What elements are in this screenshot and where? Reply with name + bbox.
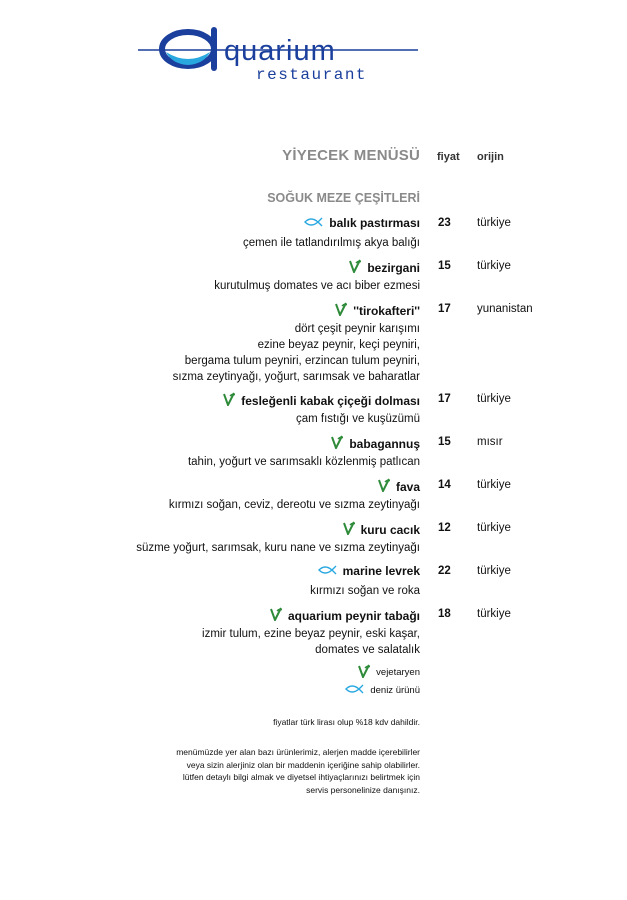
- allergen-line: lütfen detaylı bilgi almak ve diyetsel ihtiyaçlarınızı belirtmek için: [182, 772, 420, 782]
- item-name: [378, 478, 420, 495]
- item-origin: yunanistan: [477, 303, 533, 315]
- origin-column-header: orijin: [477, 151, 504, 163]
- item-name-label: bezirgani: [367, 260, 420, 275]
- vegetarian-icon: [335, 302, 347, 319]
- section-title: SOĞUK MEZE ÇEŞİTLERİ: [267, 191, 420, 205]
- item-description: [169, 497, 420, 513]
- item-description-line: sızma zeytinyağı, yoğurt, sarımsak ve baharatlar: [172, 371, 420, 383]
- item-description: [296, 411, 420, 427]
- item-description: [188, 454, 420, 470]
- allergen-note: [176, 746, 420, 796]
- item-description-line: kurutulmuş domates ve acı biber ezmesi: [214, 280, 420, 292]
- vegetarian-icon: [223, 392, 235, 409]
- item-name: [331, 435, 420, 452]
- item-description: [136, 540, 420, 556]
- item-name-label: ''tirokafteri'': [353, 303, 420, 318]
- item-price: 14: [438, 479, 451, 491]
- allergen-line: servis personelinize danışınız.: [306, 784, 420, 795]
- item-name-label: babagannuş: [349, 436, 420, 451]
- item-origin: türkiye: [477, 565, 511, 577]
- allergen-line: menümüzde yer alan bazı ürünlerimiz, alerjen madde içerebilirler: [176, 747, 420, 757]
- logo-subtitle: restaurant: [256, 66, 368, 84]
- fish-icon: [303, 216, 323, 230]
- allergen-line: veya sizin alerjiniz olan bir maddenin içeriğine sahip olabilirler.: [186, 759, 420, 770]
- item-description-line: kırmızı soğan, ceviz, dereotu ve sızma zeytinyağı: [168, 499, 420, 511]
- item-description-line: izmir tulum, ezine beyaz peynir, eski kaşar,: [202, 628, 420, 640]
- item-description: [173, 321, 420, 385]
- item-price: 18: [438, 608, 451, 620]
- item-description-line: çam fıstığı ve kuşüzümü: [296, 413, 420, 425]
- item-price: 17: [438, 393, 451, 405]
- item-origin: türkiye: [477, 393, 511, 405]
- item-name: [343, 521, 420, 538]
- item-description: [243, 235, 420, 251]
- item-name-label: fava: [395, 479, 420, 494]
- item-name-label: balık pastırması: [329, 216, 420, 230]
- vegetarian-icon: [378, 478, 390, 495]
- item-origin: türkiye: [477, 479, 511, 491]
- item-price: 15: [438, 436, 451, 448]
- item-price: 15: [438, 260, 451, 272]
- item-name: [303, 216, 420, 230]
- item-description-line: kırmızı soğan ve roka: [310, 585, 420, 597]
- aquarium-logo: [138, 22, 418, 84]
- item-description: [310, 583, 420, 599]
- item-description-line: çemen ile tatlandırılmış akya balığı: [242, 237, 420, 249]
- item-price: 22: [438, 565, 451, 577]
- item-origin: türkiye: [477, 608, 511, 620]
- vegetarian-icon: [343, 521, 355, 538]
- item-name-label: marine levrek: [342, 564, 420, 578]
- item-name: [270, 607, 420, 624]
- price-note: fiyatlar türk lirası olup %18 kdv dahildir.: [273, 717, 420, 727]
- item-name: [223, 392, 420, 409]
- menu-title: YİYECEK MENÜSÜ: [282, 147, 420, 164]
- item-price: 23: [438, 217, 451, 229]
- item-description-line: dört çeşit peynir karışımı: [294, 323, 420, 335]
- item-name: [335, 302, 420, 319]
- item-name: [317, 564, 420, 578]
- item-origin: türkiye: [477, 217, 511, 229]
- item-description-line: bergama tulum peyniri, erzincan tulum peyniri,: [184, 355, 420, 367]
- fish-icon: [344, 684, 364, 697]
- item-description-line: tahin, yoğurt ve sarımsaklı közlenmiş patlıcan: [187, 456, 420, 468]
- legend-seafood: [344, 684, 420, 697]
- item-price: 17: [438, 303, 451, 315]
- item-price: 12: [438, 522, 451, 534]
- item-description: [202, 626, 420, 658]
- item-name-label: kuru cacık: [360, 522, 420, 537]
- item-origin: mısır: [477, 436, 503, 448]
- item-description-line: domates ve salatalık: [315, 644, 420, 656]
- item-description: [214, 278, 420, 294]
- svg-text:quarium: quarium: [224, 35, 336, 67]
- item-description-line: ezine beyaz peynir, keçi peyniri,: [257, 339, 420, 351]
- item-name: [349, 259, 420, 276]
- legend-vegetarian-label: vejetaryen: [376, 667, 420, 678]
- item-name-label: fesleğenli kabak çiçeği dolması: [241, 393, 420, 408]
- price-column-header: fiyat: [437, 151, 460, 163]
- legend-vegetarian: [358, 664, 420, 681]
- vegetarian-icon: [358, 664, 370, 681]
- fish-icon: [317, 564, 337, 578]
- vegetarian-icon: [331, 435, 343, 452]
- item-origin: türkiye: [477, 260, 511, 272]
- vegetarian-icon: [270, 607, 282, 624]
- legend-seafood-label: deniz ürünü: [370, 685, 420, 696]
- item-description-line: süzme yoğurt, sarımsak, kuru nane ve sızma zeytinyağı: [136, 542, 420, 554]
- item-origin: türkiye: [477, 522, 511, 534]
- vegetarian-icon: [349, 259, 361, 276]
- item-name-label: aquarium peynir tabağı: [287, 608, 420, 623]
